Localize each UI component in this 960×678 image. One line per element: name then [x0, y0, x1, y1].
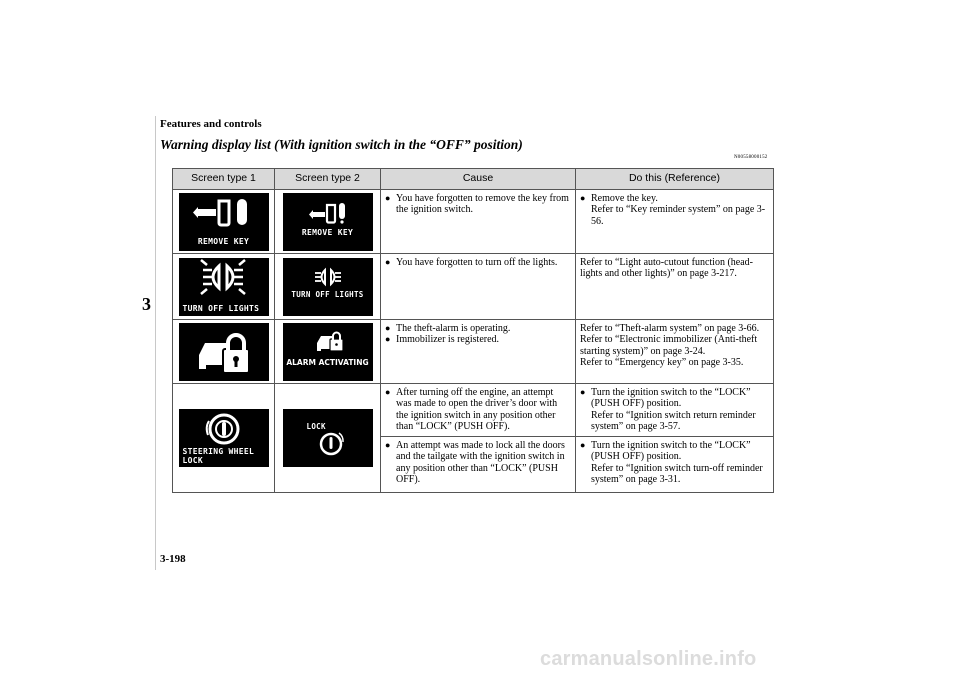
screen-type-2-cell	[275, 384, 381, 493]
list-item: ● After turning off the engine, an attempt was made to open the driver’s door with the ignition switch in any position other than “LOCK” (PUSH OFF).	[385, 387, 571, 432]
screen-label: ALARM ACTIVATING	[286, 357, 369, 367]
cause-cell	[381, 384, 576, 437]
screen-label: TURN OFF LIGHTS	[291, 289, 364, 299]
action-cell	[576, 320, 774, 384]
action-cell	[576, 254, 774, 320]
alarm-activating-screen	[283, 323, 373, 381]
list-item: ● Turn the ignition switch to the “LOCK” (PUSH OFF) position. Refer to “Ignition switch return reminder system” on page 3-57.	[580, 387, 769, 432]
list-item: ● The theft-alarm is operating.	[385, 323, 571, 334]
table-row	[173, 384, 774, 437]
watermark: carmanualsonline.info	[540, 648, 757, 670]
list-item: ● Remove the key. Refer to “Key reminder system” on page 3-56.	[580, 193, 769, 227]
chapter-number: 3	[142, 294, 151, 314]
screen-label: TURN OFF LIGHTS	[182, 303, 260, 313]
screen-label: REMOVE KEY	[301, 227, 354, 237]
screen-type-1-cell	[173, 190, 275, 254]
remove-key-screen	[283, 193, 373, 251]
screen-type-1-cell	[173, 384, 275, 493]
cause-cell	[381, 437, 576, 493]
warning-display-table	[172, 168, 774, 493]
screen-type-1-cell	[173, 254, 275, 320]
turn-off-lights-screen	[283, 258, 373, 316]
screen-label: LOCK	[306, 422, 326, 432]
chapter-divider	[155, 116, 156, 570]
page-title: Warning display list (With ignition switch in the “OFF” position)	[160, 137, 523, 152]
list-item: ● You have forgotten to turn off the lights.	[385, 257, 571, 268]
steering-wheel-lock-screen	[179, 409, 269, 467]
theft-alarm-screen	[179, 323, 269, 381]
cause-cell	[381, 320, 576, 384]
car-lock-icon	[179, 323, 269, 381]
column-header: Screen type 2	[275, 169, 381, 190]
screen-type-2-cell	[275, 320, 381, 384]
action-cell	[576, 190, 774, 254]
table-row	[173, 320, 774, 384]
remove-key-screen	[179, 193, 269, 251]
table-row	[173, 254, 774, 320]
section-title: Features and controls	[160, 118, 262, 130]
turn-off-lights-screen	[179, 258, 269, 316]
table-header-row	[173, 169, 774, 190]
headlight-icon	[283, 258, 373, 316]
key-reminder-icon	[283, 193, 373, 251]
reference-text: Refer to “Theft-alarm system” on page 3-66. Refer to “Electronic immobilizer (Anti-theft starting system)” on page 3-24. Refer to “Emergency key” on page 3-35.	[580, 323, 760, 368]
list-item: ● Immobilizer is registered.	[385, 334, 571, 345]
lock-screen	[283, 409, 373, 467]
reference-text: Refer to “Light auto-cutout function (head-lights and other lights)” on page 3-217.	[580, 257, 753, 280]
screen-type-2-cell	[275, 254, 381, 320]
list-item: ● You have forgotten to remove the key from the ignition switch.	[385, 193, 571, 216]
column-header: Cause	[381, 169, 576, 190]
list-item: ● Turn the ignition switch to the “LOCK” (PUSH OFF) position. Refer to “Ignition switch turn-off reminder system” on page 3-31.	[580, 440, 769, 485]
screen-label: STEERING WHEEL LOCK	[182, 447, 255, 465]
screen-label: REMOVE KEY	[197, 236, 250, 246]
list-item: ● An attempt was made to lock all the doors and the tailgate with the ignition switch in any position other than “LOCK” (PUSH OFF).	[385, 440, 571, 485]
action-cell	[576, 384, 774, 437]
column-header: Screen type 1	[173, 169, 275, 190]
cause-cell	[381, 254, 576, 320]
document-code: N00558000152	[734, 155, 768, 160]
action-cell	[576, 437, 774, 493]
car-lock-icon	[283, 323, 373, 381]
screen-type-2-cell	[275, 190, 381, 254]
push-button-lock-icon	[283, 409, 373, 467]
column-header: Do this (Reference)	[576, 169, 774, 190]
page-number: 3-198	[160, 553, 186, 565]
screen-type-1-cell	[173, 320, 275, 384]
cause-cell	[381, 190, 576, 254]
table-row	[173, 190, 774, 254]
